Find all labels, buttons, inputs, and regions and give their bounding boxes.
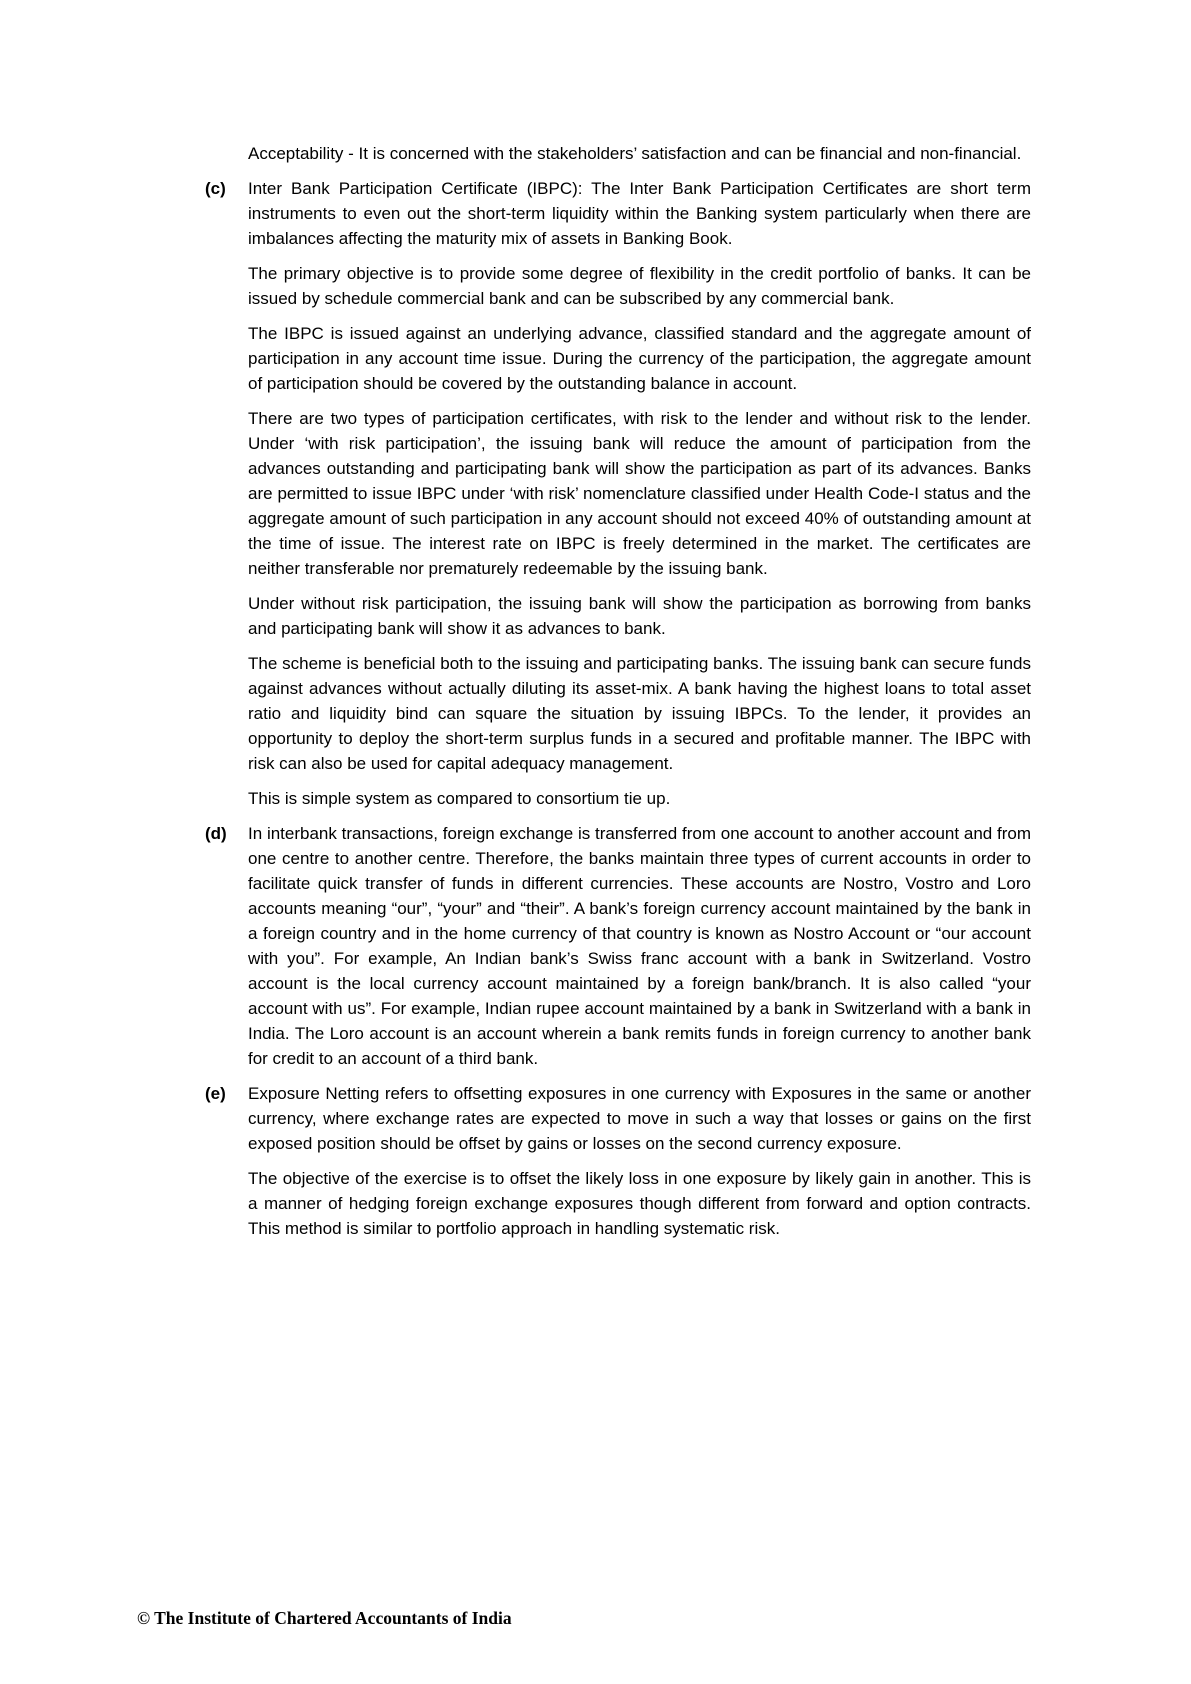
- paragraph: The IBPC is issued against an underlying advance, classified standard and the aggregate amount of participation in any account time issue. During the currency of the participation, the aggregate amount of participation should be covered by the outstanding balance in account.: [248, 324, 1031, 393]
- paragraph: Acceptability - It is concerned with the stakeholders’ satisfaction and can be financial and non-financial.: [248, 144, 1022, 163]
- list-item: [205, 821, 1031, 1071]
- list-item: [205, 141, 1031, 166]
- list-item: [205, 1081, 1031, 1241]
- item-label: [205, 141, 248, 166]
- item-label: (d): [205, 824, 227, 843]
- item-label: (c): [205, 179, 226, 198]
- paragraph: Exposure Netting refers to offsetting exposures in one currency with Exposures in the same or another currency, where exchange rates are expected to move in such a way that losses or gains on the first exposed position should be offset by gains or losses on the second currency exposure.: [248, 1084, 1031, 1153]
- paragraph: The primary objective is to provide some degree of flexibility in the credit portfolio of banks. It can be issued by schedule commercial bank and can be subscribed by any commercial bank.: [248, 264, 1031, 308]
- item-label: (e): [205, 1084, 226, 1103]
- item-paragraphs: [248, 141, 1031, 166]
- paragraph: Under without risk participation, the issuing bank will show the participation as borrowing from banks and participating bank will show it as advances to bank.: [248, 594, 1031, 638]
- paragraph: There are two types of participation certificates, with risk to the lender and without risk to the lender. Under ‘with risk participation’, the issuing bank will reduce the amount of participation from the advances outstanding and participating bank will show the participation as part of its advances. Banks are permitted to issue IBPC under ‘with risk’ nomenclature classified under Health Code-I status and the aggregate amount of such participation in any account should not exceed 40% of outstanding amount at the time of issue. The interest rate on IBPC is freely determined in the market. The certificates are neither transferable nor prematurely redeemable by the issuing bank.: [248, 409, 1031, 578]
- item-paragraphs: [248, 1081, 1031, 1241]
- paragraph: Inter Bank Participation Certificate (IBPC): The Inter Bank Participation Certificates are short term instruments to even out the short-term liquidity within the Banking system particularly when there are imbalances affecting the maturity mix of assets in Banking Book.: [248, 179, 1031, 248]
- paragraph: This is simple system as compared to consortium tie up.: [248, 789, 671, 808]
- document-items: [205, 141, 1031, 1251]
- item-paragraphs: [248, 176, 1031, 811]
- item-paragraphs: [248, 821, 1031, 1071]
- paragraph: The scheme is beneficial both to the issuing and participating banks. The issuing bank can secure funds against advances without actually diluting its asset-mix. A bank having the highest loans to total asset ratio and liquidity bind can square the situation by issuing IBPCs. To the lender, it provides an opportunity to deploy the short-term surplus funds in a secured and profitable manner. The IBPC with risk can also be used for capital adequacy management.: [248, 654, 1031, 773]
- list-item: [205, 176, 1031, 811]
- copyright-footer: © The Institute of Chartered Accountants of India: [137, 1608, 512, 1628]
- paragraph: The objective of the exercise is to offset the likely loss in one exposure by likely gain in another. This is a manner of hedging foreign exchange exposures though different from forward and option contracts. This method is similar to portfolio approach in handling systematic risk.: [248, 1169, 1031, 1238]
- paragraph: In interbank transactions, foreign exchange is transferred from one account to another account and from one centre to another centre. Therefore, the banks maintain three types of current accounts in order to facilitate quick transfer of funds in different currencies. These accounts are Nostro, Vostro and Loro accounts meaning “our”, “your” and “their”. A bank’s foreign currency account maintained by the bank in a foreign country and in the home currency of that country is known as Nostro Account or “our account with you”. For example, An Indian bank’s Swiss franc account with a bank in Switzerland. Vostro account is the local currency account maintained by a foreign bank/branch. It is also called “your account with us”. For example, Indian rupee account maintained by a bank in Switzerland with a bank in India. The Loro account is an account wherein a bank remits funds in foreign currency to another bank for credit to an account of a third bank.: [248, 824, 1031, 1068]
